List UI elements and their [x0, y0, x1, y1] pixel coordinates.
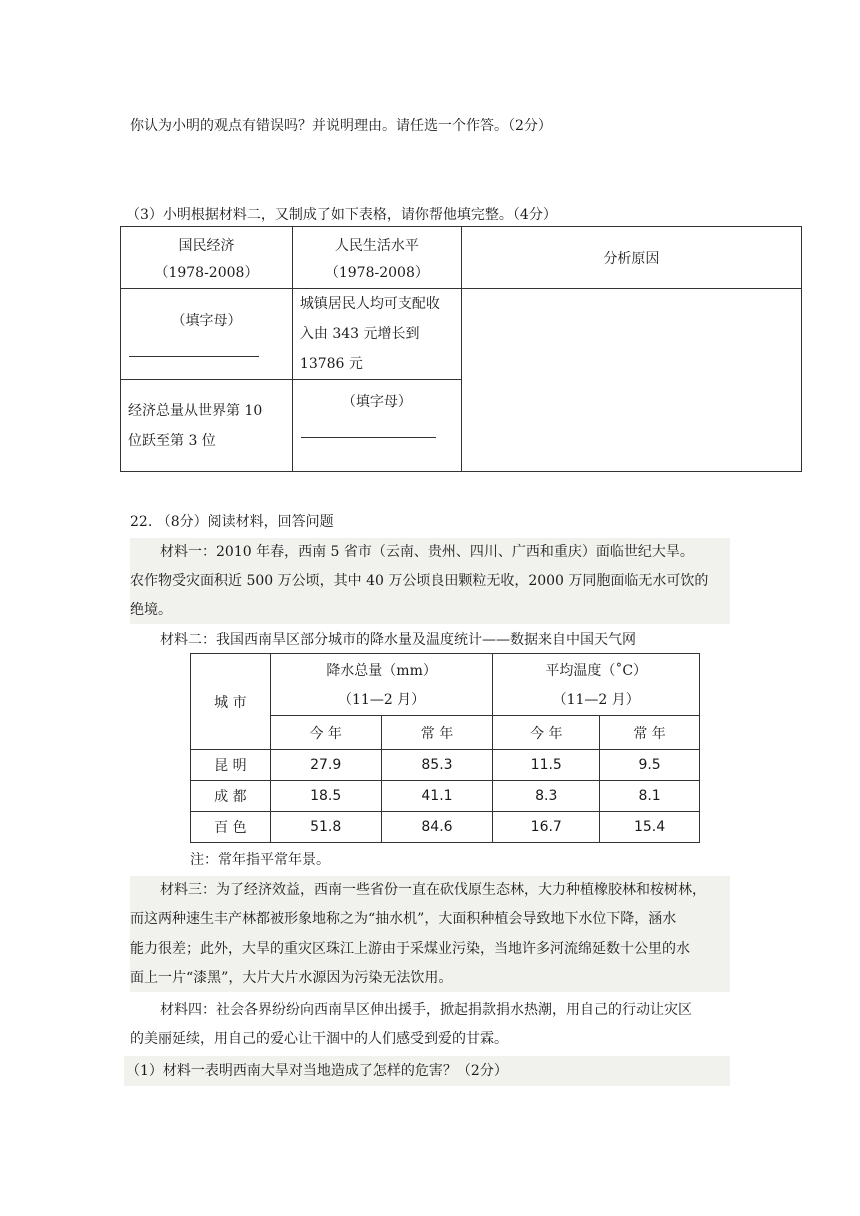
answer-blank-line[interactable] [129, 355, 259, 357]
precip-now-cell: 51.8 [270, 812, 381, 843]
material-1-line: 材料一：2010 年春，西南 5 省市（云南、贵州、四川、广西和重庆）面临世纪大旱。 [160, 544, 694, 560]
question-22: 22. （8分）阅读材料，回答问题 [130, 514, 334, 530]
table-note: 注：常年指平常年景。 [190, 852, 330, 868]
question-text: 你认为小明的观点有错误吗？并说明理由。请任选一个作答。（2分） [130, 118, 552, 134]
material-1-line: 绝境。 [130, 602, 172, 618]
temp-normal-cell: 8.1 [600, 781, 700, 812]
income-cell: 城镇居民人均可支配收 入由 343 元增长到 13786 元 [292, 289, 461, 380]
header-living-standard: 人民生活水平 （1978-2008） [292, 227, 461, 289]
material-4-line: 的美丽延续，用自己的爱心让干涸中的人们感受到爱的甘霖。 [130, 1031, 508, 1047]
temp-normal-cell: 9.5 [600, 750, 700, 781]
temp-now-cell: 11.5 [493, 750, 600, 781]
temp-this-year-header: 今 年 [493, 716, 600, 750]
weather-table [190, 653, 700, 843]
material-3-line: 能力很差；此外，大旱的重灾区珠江上游由于采煤业污染，当地许多河流绵延数十公里的水 [130, 941, 690, 957]
material-3-line: 材料三：为了经济效益，西南一些省份一直在砍伐原生态林，大力种植橡胶林和桉树林， [160, 882, 706, 898]
city-header: 城 市 [191, 654, 271, 750]
question-3: （3）小明根据材料二，又制成了如下表格，请你帮他填完整。（4分） [126, 207, 557, 223]
city-cell: 昆 明 [191, 750, 271, 781]
city-cell: 百 色 [191, 812, 271, 843]
material-2-title: 材料二：我国西南旱区部分城市的降水量及温度统计——数据来自中国天气网 [160, 632, 636, 648]
precip-now-cell: 27.9 [270, 750, 381, 781]
temp-now-cell: 8.3 [493, 781, 600, 812]
question-1: （1）材料一表明西南大旱对当地造成了怎样的危害？（2分） [126, 1063, 508, 1079]
material-3-line: 而这两种速生丰产林都被形象地称之为“抽水机”，大面积种植会导致地下水位下降，涵水 [130, 911, 677, 927]
temp-normal-header: 常 年 [600, 716, 700, 750]
precip-normal-cell: 84.6 [381, 812, 493, 843]
temp-header: 平均温度（˚C） （11—2 月） [493, 654, 700, 716]
fill-in-table [120, 226, 802, 472]
table-row [191, 781, 700, 812]
reason-answer-cell[interactable] [461, 289, 801, 472]
material-4-line: 材料四：社会各界纷纷向西南旱区伸出援手，掀起捐款捐水热潮，用自己的行动让灾区 [160, 1002, 692, 1018]
fill-letter-cell-1[interactable]: （填字母） [121, 289, 293, 380]
precip-normal-header: 常 年 [381, 716, 493, 750]
temp-now-cell: 16.7 [493, 812, 600, 843]
table-row [191, 750, 700, 781]
economy-total-cell: 经济总量从世界第 10 位跃至第 3 位 [121, 380, 293, 472]
temp-normal-cell: 15.4 [600, 812, 700, 843]
header-economy: 国民经济 （1978-2008） [121, 227, 293, 289]
precip-header: 降水总量（mm） （11—2 月） [270, 654, 493, 716]
material-1-line: 农作物受灾面积近 500 万公顷，其中 40 万公顷良田颗粒无收，2000 万同胞面临无水可饮的 [130, 573, 709, 589]
answer-blank-line[interactable] [301, 436, 436, 438]
precip-now-cell: 18.5 [270, 781, 381, 812]
precip-normal-cell: 85.3 [381, 750, 493, 781]
precip-normal-cell: 41.1 [381, 781, 493, 812]
precip-this-year-header: 今 年 [270, 716, 381, 750]
fill-letter-cell-2[interactable]: （填字母） [292, 380, 461, 472]
table-row [191, 812, 700, 843]
material-3-line: 面上一片“漆黑”，大片大片水源因为污染无法饮用。 [130, 970, 453, 986]
city-cell: 成 都 [191, 781, 271, 812]
header-reason: 分析原因 [461, 227, 801, 289]
